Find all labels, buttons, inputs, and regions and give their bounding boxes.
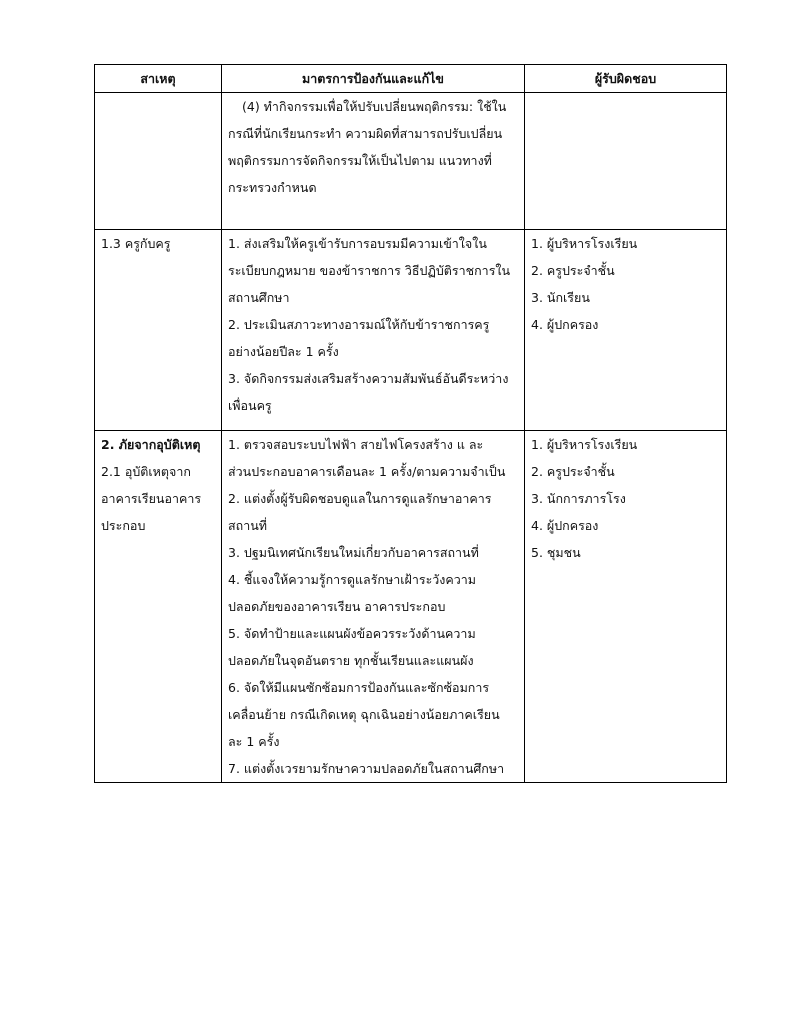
measure-line: ปลอดภัยในจุดอันตราย ทุกชั้นเรียนและแผนผัง (228, 653, 474, 668)
measure-line: สถานศึกษา (228, 290, 290, 305)
header-measures: มาตรการป้องกันและแก้ไข (222, 65, 525, 93)
cause-cell (95, 431, 222, 783)
cause-cell (95, 230, 222, 431)
table-row (95, 230, 727, 431)
cause-title: 2. ภัยจากอุบัติเหตุ (101, 437, 201, 452)
measure-line: สถานที่ (228, 518, 268, 533)
table-row (95, 93, 727, 230)
responsible-line: 1. ผู้บริหารโรงเรียน (531, 437, 638, 452)
measures-cell (222, 230, 525, 431)
measure-line: 7. แต่งตั้งเวรยามรักษาความปลอดภัยในสถานศึกษา (228, 761, 505, 776)
header-responsible: ผู้รับผิดชอบ (525, 65, 727, 93)
measure-line: 3. ปฐมนิเทศนักเรียนใหม่เกี่ยวกับอาคารสถานที่ (228, 545, 479, 560)
measure-line: 6. จัดให้มีแผนซักซ้อมการป้องกันและซักซ้อมการ (228, 680, 490, 695)
responsible-line: 1. ผู้บริหารโรงเรียน (531, 236, 638, 251)
measure-line: กระทรวงกำหนด (228, 180, 317, 195)
responsible-cell (525, 230, 727, 431)
measure-line: 3. จัดกิจกรรมส่งเสริมสร้างความสัมพันธ์อันดีระหว่าง (228, 371, 509, 386)
measure-line: ส่วนประกอบอาคารเดือนละ 1 ครั้ง/ตามความจำเป็น (228, 464, 506, 479)
measure-line: 2. ประเมินสภาวะทางอารมณ์ให้กับข้าราชการครู (228, 317, 490, 332)
responsible-line: 5. ชุมชน (531, 545, 581, 560)
responsible-line: 2. ครูประจำชั้น (531, 263, 615, 278)
measure-line: 1. ตรวจสอบระบบไฟฟ้า สายไฟโครงสร้าง แ ละ (228, 437, 484, 452)
measure-line: ระเบียบกฎหมาย ของข้าราชการ วิธีปฏิบัติราชการใน (228, 263, 511, 278)
measure-line: เคลื่อนย้าย กรณีเกิดเหตุ ฉุกเฉินอย่างน้อยภาคเรียน (228, 707, 500, 722)
responsible-line: 2. ครูประจำชั้น (531, 464, 615, 479)
measure-line: เพื่อนครู (228, 398, 272, 413)
cause-line: ประกอบ (101, 518, 146, 533)
table-header-row (95, 65, 727, 93)
cause-line: 1.3 ครูกับครู (101, 236, 171, 251)
measures-cell (222, 431, 525, 783)
measure-line: 2. แต่งตั้งผู้รับผิดชอบดูแลในการดูแลรักษาอาคาร (228, 491, 492, 506)
measure-line: (4) ทำกิจกรรมเพื่อให้ปรับเปลี่ยนพฤติกรรม: ใช้ใน (242, 99, 507, 114)
responsible-line: 4. ผู้ปกครอง (531, 317, 599, 332)
measure-line: พฤติกรรมการจัดกิจกรรมให้เป็นไปตาม แนวทางที่ (228, 153, 492, 168)
cause-line: อาคารเรียนอาคาร (101, 491, 202, 506)
measure-line: ปลอดภัยของอาคารเรียน อาคารประกอบ (228, 599, 446, 614)
responsible-line: 3. นักการภารโรง (531, 491, 626, 506)
responsible-cell (525, 431, 727, 783)
responsible-line: 3. นักเรียน (531, 290, 590, 305)
measure-line: 5. จัดทำป้ายและแผนผังข้อควรระวังด้านความ (228, 626, 476, 641)
header-cause: สาเหตุ (95, 65, 222, 93)
measure-line: 1. ส่งเสริมให้ครูเข้ารับการอบรมมีความเข้าใจใน (228, 236, 487, 251)
measure-line: อย่างน้อยปีละ 1 ครั้ง (228, 344, 339, 359)
measures-cell (222, 93, 525, 230)
table-row (95, 431, 727, 783)
responsible-cell (525, 93, 727, 230)
measure-line: ละ 1 ครั้ง (228, 734, 280, 749)
cause-cell (95, 93, 222, 230)
measures-table (94, 64, 727, 783)
measure-line: 4. ชี้แจงให้ความรู้การดูแลรักษาเฝ้าระวังความ (228, 572, 477, 587)
measure-line: กรณีที่นักเรียนกระทำ ความผิดที่สามารถปรับเปลี่ยน (228, 126, 503, 141)
responsible-line: 4. ผู้ปกครอง (531, 518, 599, 533)
cause-line: 2.1 อุบัติเหตุจาก (101, 464, 191, 479)
